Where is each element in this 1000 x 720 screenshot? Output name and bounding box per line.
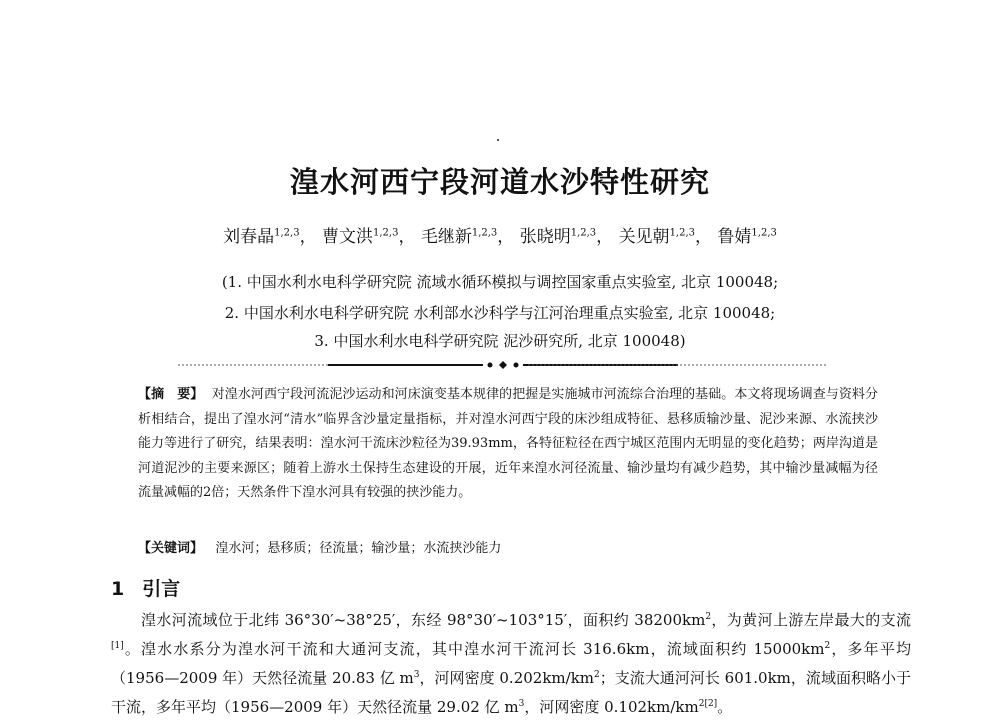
superscript: 3 [413,670,420,680]
citation: [1] [111,641,124,651]
body-paragraph [111,604,911,720]
author-name: 毛继新 [420,227,472,247]
author-name: 张晓明 [519,227,571,247]
body-text: 。 [717,698,733,716]
superscript: 2 [705,612,712,622]
body-text: ，河网密度 0.202km/km [419,669,595,687]
body-text: ；支流大通河河长 601.0km，流域面积略小于干流，多年平均（1956—2009 年）天然径流量 29.02 亿 m [111,669,912,716]
author-affiliation: 1,2,3 [751,227,777,239]
author-affiliation: 1,2,3 [274,227,300,239]
abstract [138,383,878,506]
author-affiliation: 1,2,3 [471,227,498,239]
body-text: 。湟水水系分为湟水河干流和大通河支流，其中湟水河干流河长 316.6km，流域面积约 15000km [123,640,825,658]
body-text: ，多年平均（1956—2009 年）天然径流量 20.83 亿 m [111,640,911,687]
section-title: 引言 [142,578,181,600]
author-affiliation: 1,2,3 [570,227,597,239]
author-affiliation: 1,2,3 [372,227,399,239]
keywords-text: 湟水河；悬移质；径流量；输沙量；水流挟沙能力 [215,541,502,556]
keywords-label: 【关键词】 [138,541,204,556]
author-name: 鲁婧 [717,227,752,247]
paper-title: 湟水河西宁段河道水沙特性研究 [289,165,710,199]
superscript: 3 [518,699,525,709]
author-name: 关见朝 [618,227,670,247]
citation: 2[2] [698,699,718,709]
abstract-text: 对湟水河西宁段河流泥沙运动和河床演变基本规律的把握是实施城市河流综合治理的基础。本文将现场调查与资料分析相结合，提出了湟水河“清水”临界含沙量定量指标，并对湟水河西宁段的床沙组成特征、悬移质输沙量、泥沙来源、水流挟沙能力等进行了研究，结果表明：湟水河干流床沙粒径为39.93mm，各特征粒径在西宁城区范围内无明显的变化趋势；两岸沟道是河道泥沙的主要来源区；随着上游水土保持生态建设的开展，近年来湟水河径流量、输沙量均有减少趋势，其中输沙量减幅为径流量减幅的2倍；天然条件下湟水河具有较强的挟沙能力。 [138,387,878,501]
author-name: 刘春晶 [223,227,275,247]
superscript: 2 [824,641,831,651]
affiliation-line: 3. 中国水利水电科学研究院 泥沙研究所, 北京 100048) [314,332,686,350]
body-text: ，河网密度 0.102km/km [524,698,699,716]
affiliation-line: 2. 中国水利水电科学研究院 水利部水沙科学与江河治理重点实验室, 北京 100048; [224,304,776,322]
section-number: 1 [111,578,125,600]
author-affiliation: 1,2,3 [669,227,696,239]
author-list: 刘春晶$^{1,2,3}$， 曹文洪$^{1,2,3}$， 毛继新$^{1,2,3}$， 张晓明$^{1,2,3}$， 关见朝$^{1,2,3}$， 鲁婧$^{1,2,3}$ [223,227,777,247]
affiliation-line: (1. 中国水利水电科学研究院 流域水循环模拟与调控国家重点实验室, 北京 100048; [221,273,779,291]
scan-speck [497,139,499,141]
author-name: 曹文洪 [321,227,373,247]
abstract-label: 【摘 要】 [138,387,204,402]
section-heading [111,574,180,601]
body-text: 湟水河流域位于北纬 36°30′~38°25′，东经 98°30′~103°15′，面积约 38200km [141,611,706,629]
superscript: 2 [594,670,600,680]
ornament-divider [178,360,828,370]
keywords [138,537,501,556]
body-text: ，为黄河上游左岸最大的支流 [711,611,911,629]
